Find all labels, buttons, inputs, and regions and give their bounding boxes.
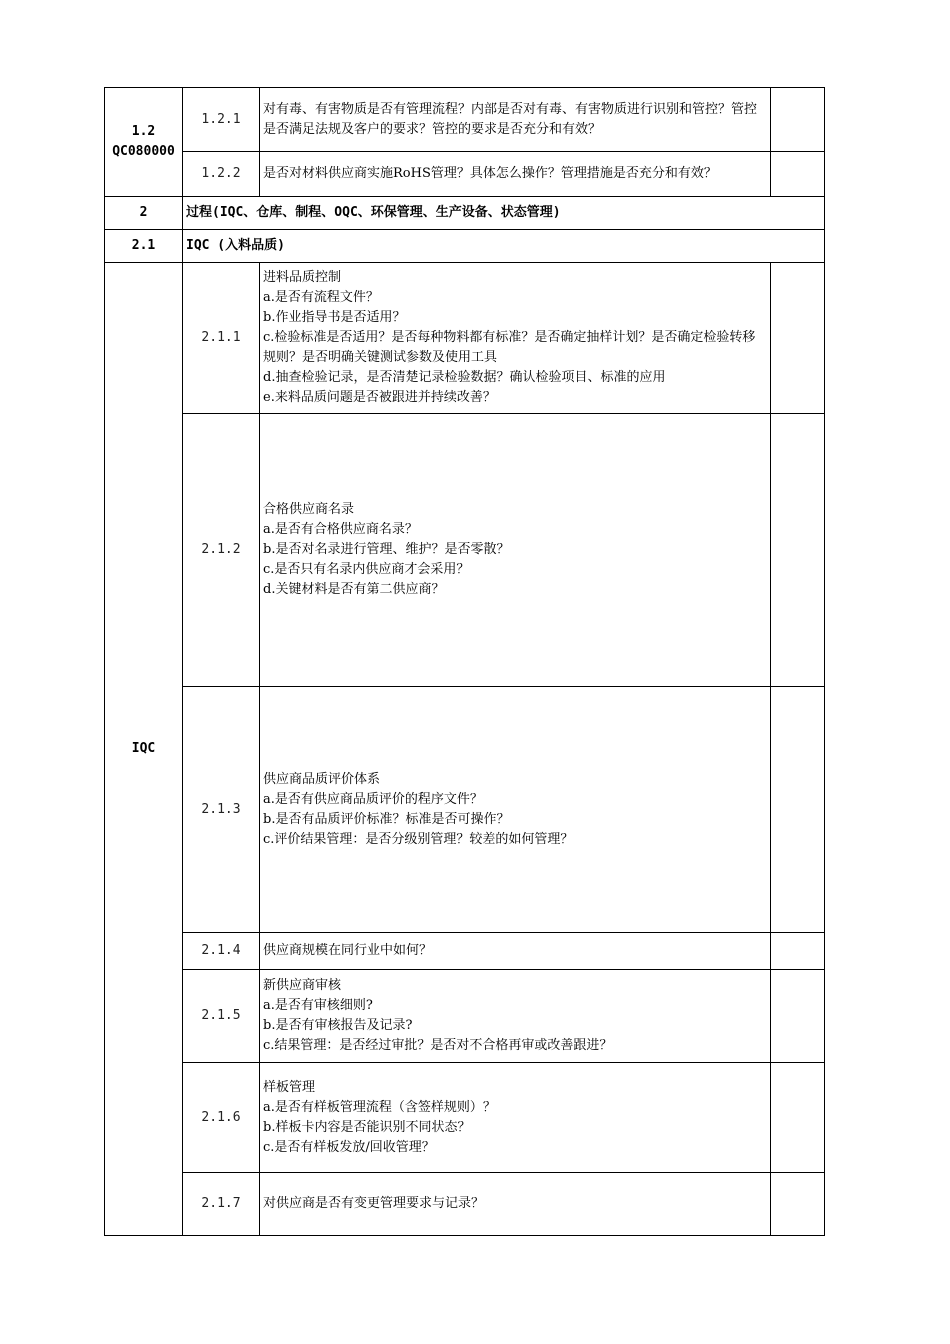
question-line: a.是否有供应商品质评价的程序文件？ <box>263 791 483 807</box>
question-line: a.是否有审核细则? <box>263 998 373 1013</box>
question-line: c.检验标准是否适用？是否每种物料都有标准？是否确定抽样计划？是否确定检验转移规则？是否明确关键测试参数及使用工具 <box>263 330 756 365</box>
question-line: a.是否有流程文件？ <box>263 290 379 305</box>
table-row <box>105 414 825 687</box>
item-question <box>260 687 771 933</box>
category-cell-iqc: IQC <box>105 263 183 1236</box>
item-question <box>260 933 771 970</box>
result-cell[interactable] <box>771 1173 825 1236</box>
item-question <box>260 414 771 687</box>
question-line: c.评价结果管理：是否分级别管理？较差的如何管理？ <box>263 831 574 847</box>
section-title: IQC (入料品质) <box>183 230 825 263</box>
category-label: QC080000 <box>112 144 175 159</box>
question-line: 供应商规模在同行业中如何？ <box>263 943 433 958</box>
table-row <box>105 1063 825 1173</box>
question-line: a.是否有合格供应商名录？ <box>263 522 418 537</box>
question-line: e.来料品质问题是否被跟进并持续改善？ <box>263 390 496 405</box>
question-line: c.是否只有名录内供应商才会采用？ <box>263 562 470 577</box>
question-line: b.是否有审核报告及记录? <box>263 1018 413 1033</box>
result-cell[interactable] <box>771 933 825 970</box>
question-line: b.样板卡内容是否能识别不同状态？ <box>263 1119 471 1135</box>
section-number: 2 <box>105 197 183 230</box>
item-number: 2.1.5 <box>183 970 260 1063</box>
item-number: 2.1.4 <box>183 933 260 970</box>
item-number: 2.1.7 <box>183 1173 260 1236</box>
item-number: 2.1.3 <box>183 687 260 933</box>
table-row <box>105 933 825 970</box>
question-line: d.抽查检验记录，是否清楚记录检验数据？确认检验项目、标准的应用 <box>263 370 666 385</box>
item-number: 2.1.1 <box>183 263 260 414</box>
result-cell[interactable] <box>771 263 825 414</box>
question-line: 合格供应商名录 <box>263 502 355 517</box>
result-cell[interactable] <box>771 88 825 152</box>
table-row <box>105 263 825 414</box>
item-number: 2.1.6 <box>183 1063 260 1173</box>
item-question <box>260 970 771 1063</box>
item-number: 1.2.1 <box>183 88 260 152</box>
item-question <box>260 263 771 414</box>
section-row <box>105 230 825 263</box>
question-line: d.关键材料是否有第二供应商？ <box>263 582 445 597</box>
table-row <box>105 152 825 197</box>
result-cell[interactable] <box>771 687 825 933</box>
table-row <box>105 88 825 152</box>
question-line: c.结果管理：是否经过审批？是否对不合格再审或改善跟进？ <box>263 1038 613 1053</box>
result-cell[interactable] <box>771 152 825 197</box>
question-line: 对供应商是否有变更管理要求与记录？ <box>263 1196 485 1211</box>
section-number: 2.1 <box>105 230 183 263</box>
table-row <box>105 1173 825 1236</box>
question-line: 供应商品质评价体系 <box>263 771 381 787</box>
question-line: 样板管理 <box>263 1079 316 1095</box>
category-cell-1-2 <box>105 88 183 197</box>
result-cell[interactable] <box>771 414 825 687</box>
result-cell[interactable] <box>771 970 825 1063</box>
category-label: 1.2 <box>131 124 156 139</box>
question-line: c.是否有样板发放/回收管理？ <box>263 1139 435 1155</box>
section-row <box>105 197 825 230</box>
table-row <box>105 970 825 1063</box>
audit-checklist-table <box>104 87 825 1236</box>
section-title: 过程(IQC、仓库、制程、OQC、环保管理、生产设备、状态管理) <box>183 197 825 230</box>
table-row <box>105 687 825 933</box>
question-line: b.是否对名录进行管理、维护？是否零散？ <box>263 542 510 557</box>
item-number: 1.2.2 <box>183 152 260 197</box>
item-question: 是否对材料供应商实施RoHS管理？具体怎么操作？管理措施是否充分和有效？ <box>260 152 771 197</box>
question-line: 进料品质控制 <box>263 270 342 285</box>
question-line: b.作业指导书是否适用？ <box>263 310 406 325</box>
item-question <box>260 1063 771 1173</box>
result-cell[interactable] <box>771 1063 825 1173</box>
question-line: b.是否有品质评价标准？标准是否可操作？ <box>263 811 510 827</box>
item-question <box>260 1173 771 1236</box>
item-question: 对有毒、有害物质是否有管理流程？内部是否对有毒、有害物质进行识别和管控？管控是否满足法规及客户的要求？管控的要求是否充分和有效？ <box>260 88 771 152</box>
item-number: 2.1.2 <box>183 414 260 687</box>
question-line: a.是否有样板管理流程（含签样规则）？ <box>263 1099 496 1115</box>
question-line: 新供应商审核 <box>263 978 342 993</box>
